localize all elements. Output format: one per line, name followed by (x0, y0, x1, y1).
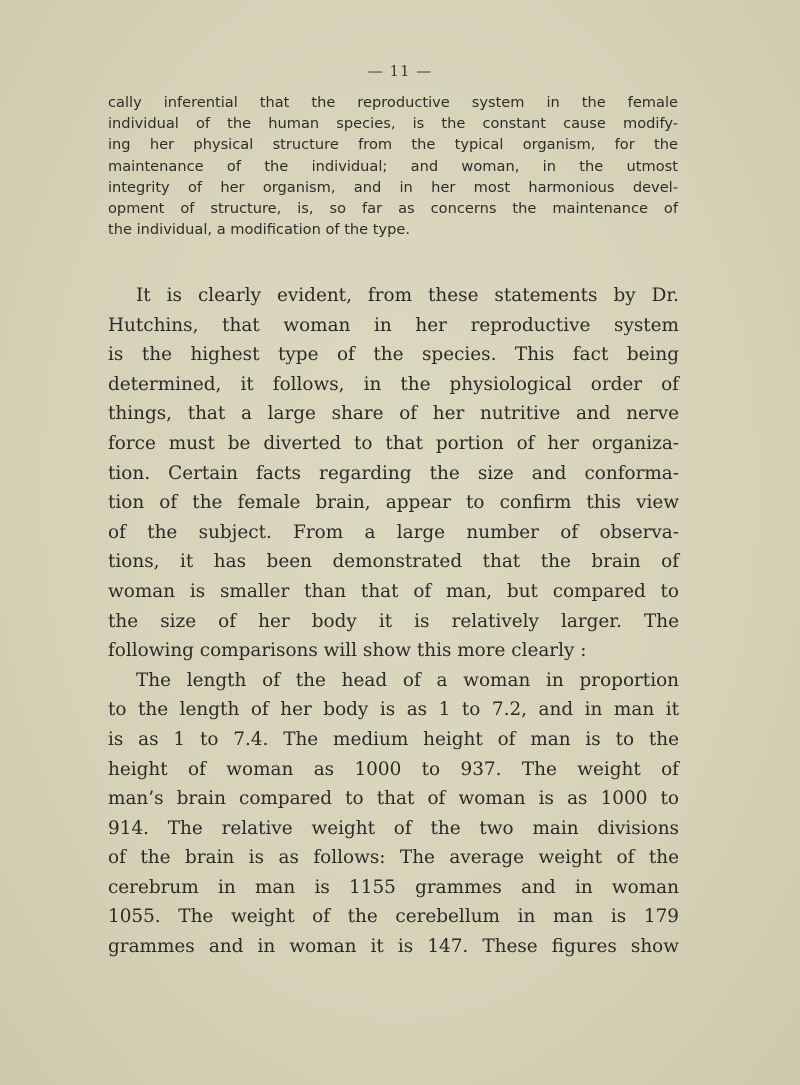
paragraph-3 (108, 666, 679, 962)
text-line: following comparisons will show this more clearly : (108, 640, 587, 662)
text-line: Hutchins, that woman in her reproductive system (108, 314, 679, 336)
paragraph-2 (108, 281, 679, 666)
text-line: The length of the head of a woman in proportion (136, 669, 679, 691)
text-line: the size of her body it is relatively larger. The (108, 610, 679, 632)
text-line: man’s brain compared to that of woman is as 1000 to (108, 788, 679, 810)
page-number: — 11 — (367, 62, 433, 80)
text-line: of the subject. From a large number of observa- (108, 521, 679, 543)
paragraph-1 (108, 92, 678, 240)
text-line: tion of the female brain, appear to confirm this view (108, 492, 679, 514)
main-text (108, 281, 679, 962)
text-line: opment of structure, is, so far as concerns the maintenance of (108, 199, 678, 217)
text-line: 914. The relative weight of the two main divisions (108, 817, 679, 839)
text-line: grammes and in woman it is 147. These figures show (108, 936, 679, 958)
text-line: tions, it has been demonstrated that the brain of (108, 551, 679, 573)
text-line: is as 1 to 7.4. The medium height of man is to the (108, 728, 679, 750)
text-line: ing her physical structure from the typical organism, for the (108, 136, 678, 154)
text-line: of the brain is as follows: The average weight of the (108, 847, 679, 869)
text-line: maintenance of the individual; and woman, in the utmost (108, 157, 678, 175)
text-line: force must be diverted to that portion of her organiza- (108, 432, 679, 454)
text-line: integrity of her organism, and in her most harmonious devel- (108, 178, 678, 196)
text-line: tion. Certain facts regarding the size and conforma- (108, 462, 679, 484)
text-line: woman is smaller than that of man, but compared to (108, 580, 679, 602)
text-line: is the highest type of the species. This fact being (108, 344, 679, 366)
text-line: 1055. The weight of the cerebellum in man is 179 (108, 906, 679, 928)
text-line: individual of the human species, is the constant cause modify- (108, 115, 678, 133)
text-line: things, that a large share of her nutritive and nerve (108, 403, 679, 425)
text-line: cerebrum in man is 1155 grammes and in woman (108, 876, 679, 898)
text-line: the individual, a modification of the type. (108, 221, 411, 239)
text-line: height of woman as 1000 to 937. The weight of (108, 758, 679, 780)
text-line: It is clearly evident, from these statements by Dr. (136, 285, 679, 306)
text-line: cally inferential that the reproductive system in the female (108, 94, 678, 111)
text-line: determined, it follows, in the physiological order of (108, 373, 679, 395)
text-line: to the length of her body is as 1 to 7.2, and in man it (108, 699, 679, 721)
